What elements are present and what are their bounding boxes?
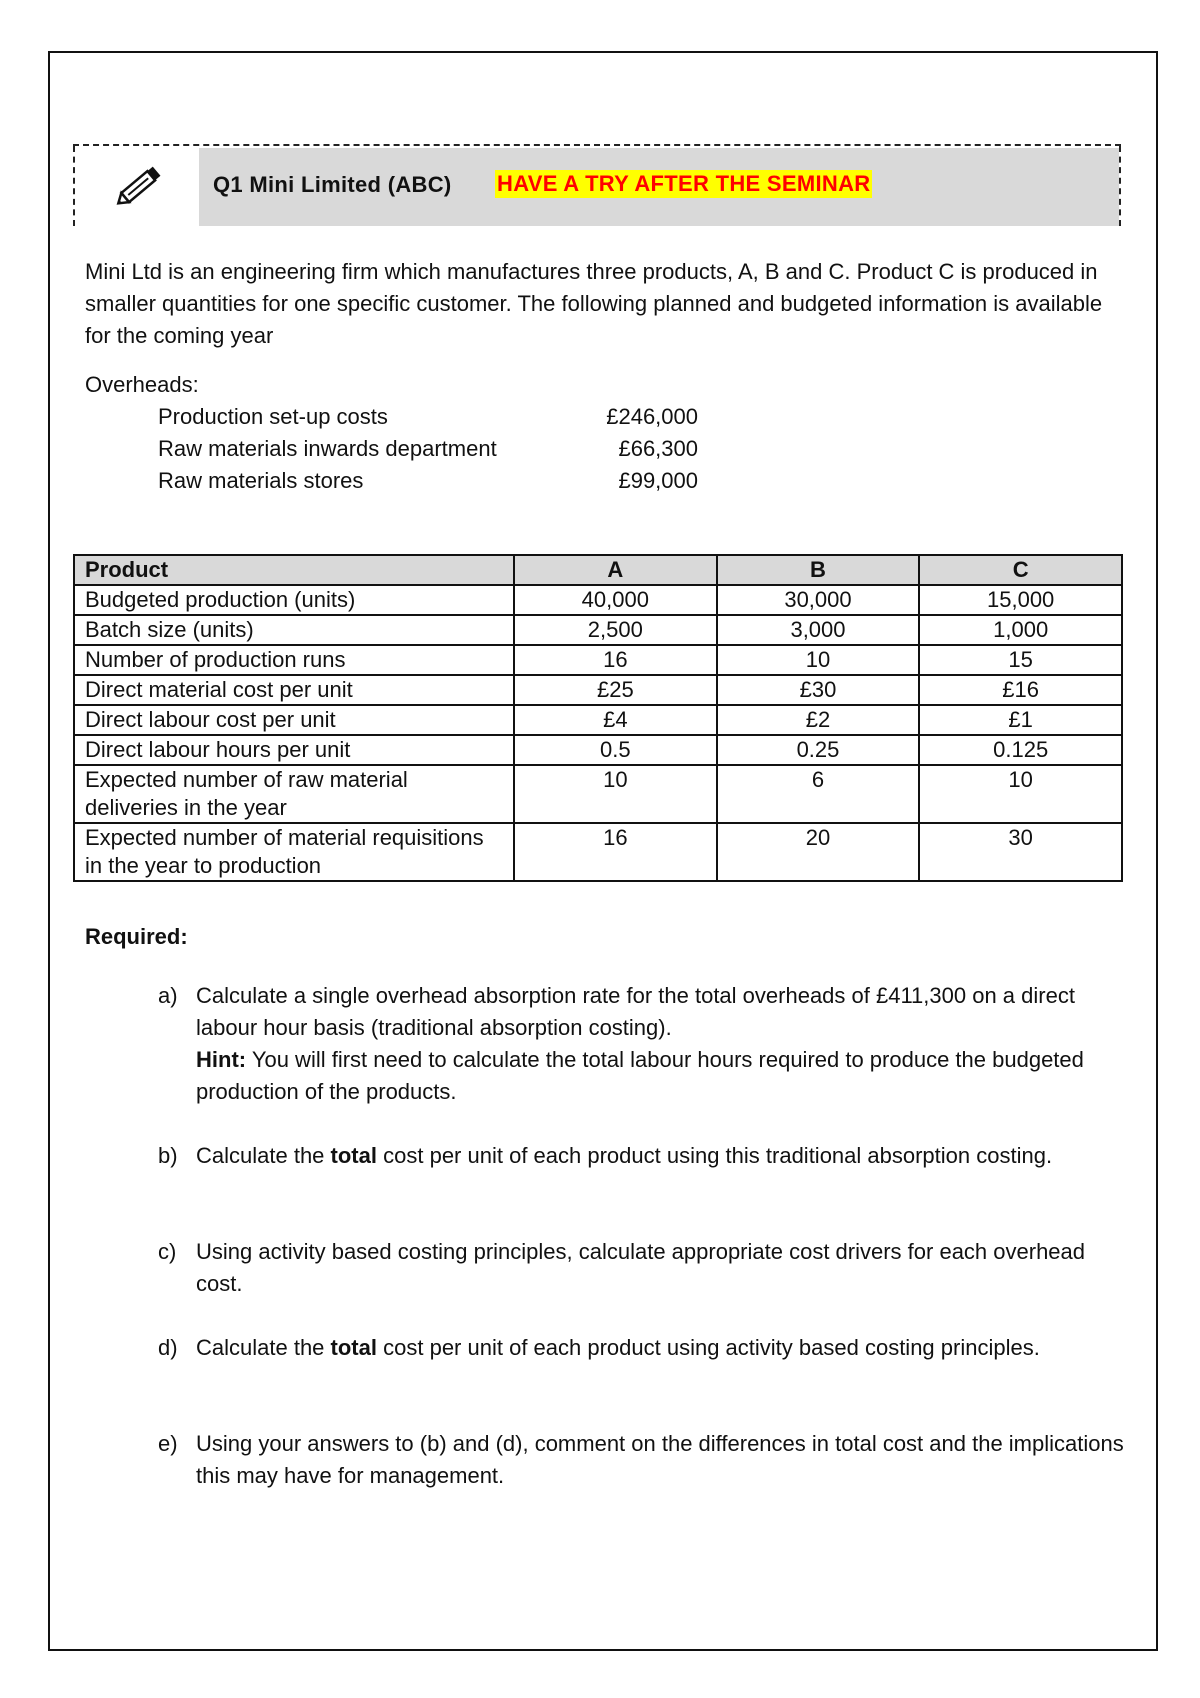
question-text-pre: Calculate the xyxy=(196,1335,325,1360)
cell-b: 10 xyxy=(717,645,920,675)
question-d xyxy=(158,1332,1168,1364)
overhead-row xyxy=(158,404,698,436)
cell-a: £25 xyxy=(514,675,717,705)
question-e xyxy=(158,1428,1128,1492)
table-row xyxy=(74,615,1122,645)
cell-c: 1,000 xyxy=(919,615,1122,645)
column-header-b: B xyxy=(717,555,920,585)
question-letter: e) xyxy=(158,1431,178,1456)
product-table xyxy=(73,554,1123,882)
seminar-banner: HAVE A TRY AFTER THE SEMINAR xyxy=(497,171,871,196)
row-label: Direct labour cost per unit xyxy=(74,705,514,735)
cell-a: 0.5 xyxy=(514,735,717,765)
table-row xyxy=(74,585,1122,615)
cell-b: 6 xyxy=(717,765,920,823)
question-letter: d) xyxy=(158,1335,178,1360)
overhead-value: £246,000 xyxy=(606,404,698,429)
row-label: Direct material cost per unit xyxy=(74,675,514,705)
question-text: Using your answers to (b) and (d), comment on the differences in total cost and the implications this may have for management. xyxy=(196,1431,1124,1488)
overhead-name: Production set-up costs xyxy=(158,404,388,429)
cell-c: 0.125 xyxy=(919,735,1122,765)
cell-a: 40,000 xyxy=(514,585,717,615)
question-letter: c) xyxy=(158,1239,177,1264)
overhead-row xyxy=(158,468,698,500)
cell-b: 3,000 xyxy=(717,615,920,645)
row-label: Number of production runs xyxy=(74,645,514,675)
cell-b: 0.25 xyxy=(717,735,920,765)
question-text-post: cost per unit of each product using activity based costing principles. xyxy=(383,1335,1040,1360)
table-header-row xyxy=(74,555,1122,585)
row-label: Expected number of material requisitions in the year to production xyxy=(74,823,514,881)
question-text-post: cost per unit of each product using this traditional absorption costing. xyxy=(383,1143,1053,1168)
pencil-icon xyxy=(111,158,167,214)
table-row xyxy=(74,735,1122,765)
cell-a: £4 xyxy=(514,705,717,735)
question-text: Using activity based costing principles, calculate appropriate cost drivers for each overhead cost. xyxy=(196,1239,1086,1296)
cell-c: 15,000 xyxy=(919,585,1122,615)
overhead-value: £66,300 xyxy=(618,436,698,461)
question-b xyxy=(158,1140,1128,1172)
question-a xyxy=(158,980,1128,1108)
cell-b: £2 xyxy=(717,705,920,735)
question-title: Q1 Mini Limited (ABC) xyxy=(213,172,452,197)
intro-paragraph: Mini Ltd is an engineering firm which manufactures three products, A, B and C. Product C is produced in smaller quantities for one specific customer. The following planned and budgeted information is available for the coming year xyxy=(85,259,1103,348)
question-header xyxy=(73,144,1121,226)
overhead-name: Raw materials inwards department xyxy=(158,436,497,461)
column-header-c: C xyxy=(919,555,1122,585)
row-label: Expected number of raw material deliveries in the year xyxy=(74,765,514,823)
hint-label: Hint: xyxy=(196,1047,247,1072)
question-letter: b) xyxy=(158,1143,178,1168)
question-letter: a) xyxy=(158,983,178,1008)
question-text-bold: total xyxy=(330,1143,377,1168)
row-label: Batch size (units) xyxy=(74,615,514,645)
column-header-product: Product xyxy=(74,555,514,585)
question-text-bold: total xyxy=(330,1335,377,1360)
cell-a: 10 xyxy=(514,765,717,823)
cell-a: 16 xyxy=(514,645,717,675)
cell-b: 30,000 xyxy=(717,585,920,615)
table-row xyxy=(74,705,1122,735)
cell-c: £1 xyxy=(919,705,1122,735)
cell-a: 16 xyxy=(514,823,717,881)
cell-b: £30 xyxy=(717,675,920,705)
cell-c: 10 xyxy=(919,765,1122,823)
table-row xyxy=(74,645,1122,675)
cell-b: 20 xyxy=(717,823,920,881)
overhead-value: £99,000 xyxy=(618,468,698,493)
required-heading: Required: xyxy=(85,924,188,949)
question-text: Calculate a single overhead absorption rate for the total overheads of £411,300 on a direct labour hour basis (traditional absorption costing). xyxy=(196,983,1075,1040)
table-row xyxy=(74,675,1122,705)
table-row xyxy=(74,823,1122,881)
question-c xyxy=(158,1236,1128,1300)
hint-text: You will first need to calculate the total labour hours required to produce the budgeted production of the products. xyxy=(196,1047,1084,1104)
cell-c: 15 xyxy=(919,645,1122,675)
column-header-a: A xyxy=(514,555,717,585)
cell-c: 30 xyxy=(919,823,1122,881)
row-label: Budgeted production (units) xyxy=(74,585,514,615)
row-label: Direct labour hours per unit xyxy=(74,735,514,765)
question-text-pre: Calculate the xyxy=(196,1143,325,1168)
overhead-row xyxy=(158,436,698,468)
overheads-label: Overheads: xyxy=(85,372,199,397)
cell-c: £16 xyxy=(919,675,1122,705)
overhead-name: Raw materials stores xyxy=(158,468,364,493)
table-row xyxy=(74,765,1122,823)
cell-a: 2,500 xyxy=(514,615,717,645)
